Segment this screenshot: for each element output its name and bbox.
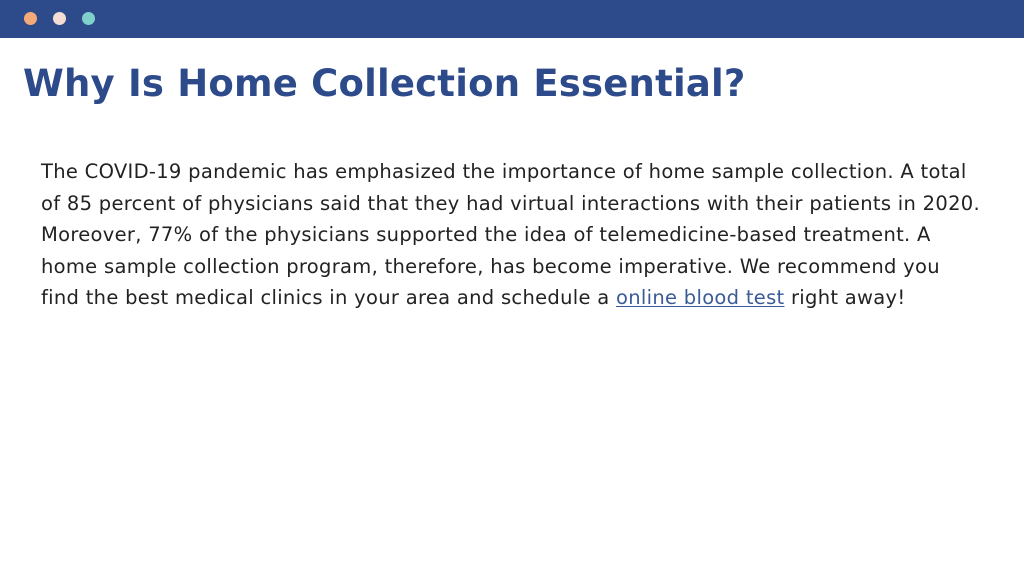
window-dot-pink [53, 12, 66, 25]
paragraph-text-after-link: right away! [784, 286, 906, 309]
body-paragraph [41, 156, 981, 314]
slide-title: Why Is Home Collection Essential? [23, 62, 746, 105]
window-dot-teal [82, 12, 95, 25]
window-dot-orange [24, 12, 37, 25]
top-bar [0, 0, 1024, 38]
online-blood-test-link[interactable]: online blood test [616, 286, 785, 309]
paragraph-text-before-link: The COVID-19 pandemic has emphasized the importance of home sample collection. A total of 85 percent of physicians said that they had virtual interactions with their patients in 2020. Moreover, 77% of the physicians supported the idea of telemedicine-based treatment. A home sample collection program, therefore, has become imperative. We recommend you find the best medical clinics in your area and schedule a [41, 160, 980, 309]
